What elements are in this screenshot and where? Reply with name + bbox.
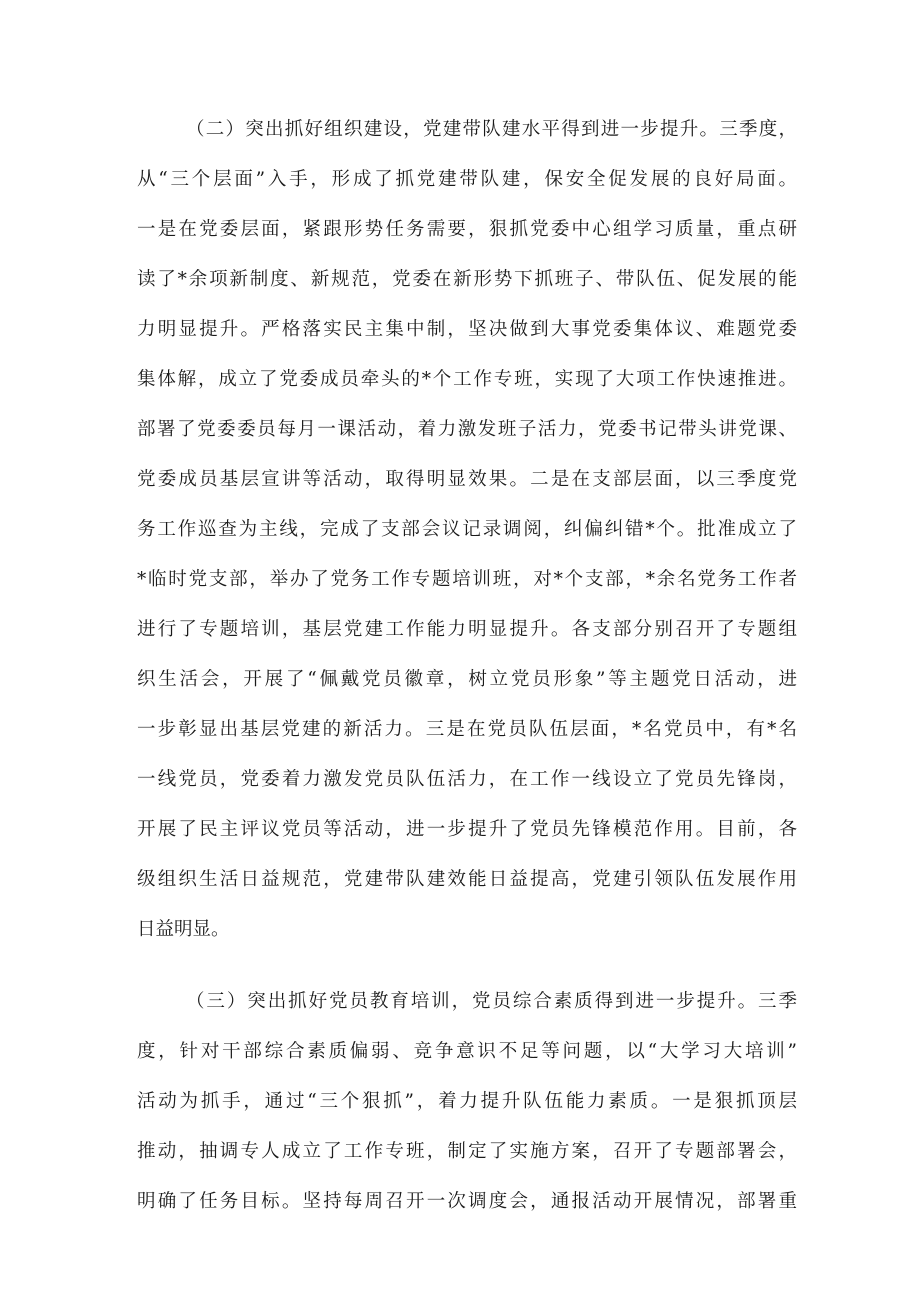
text-line: 党委成员基层宣讲等活动，取得明显效果。二是在支部层面，以三季度党 xyxy=(137,469,797,490)
text-line: 从“三个层面”入手，形成了抓党建带队建，保安全促发展的良好局面。 xyxy=(137,169,797,190)
text-line: 一是在党委层面，紧跟形势任务需要，狠抓党委中心组学习质量，重点研 xyxy=(137,219,797,240)
text-line: （三）突出抓好党员教育培训，党员综合素质得到进一步提升。三季 xyxy=(186,991,797,1012)
text-line: 度，针对干部综合素质偏弱、竞争意识不足等问题，以“大学习大培训” xyxy=(137,1041,797,1062)
text-line: 读了*余项新制度、新规范，党委在新形势下抓班子、带队伍、促发展的能 xyxy=(137,269,797,290)
text-line: 织生活会，开展了“佩戴党员徽章，树立党员形象”等主题党日活动，进 xyxy=(137,669,797,690)
text-line: 力明显提升。严格落实民主集中制，坚决做到大事党委集体议、难题党委 xyxy=(137,319,797,340)
text-line: 开展了民主评议党员等活动，进一步提升了党员先锋模范作用。目前，各 xyxy=(137,819,797,840)
text-line: 日益明显。 xyxy=(137,919,230,940)
text-line: *临时党支部，举办了党务工作专题培训班，对*个支部，*余名党务工作者 xyxy=(137,569,797,590)
text-line: 推动，抽调专人成立了工作专班，制定了实施方案，召开了专题部署会， xyxy=(137,1141,797,1162)
text-line: 一步彰显出基层党建的新活力。三是在党员队伍层面，*名党员中，有*名 xyxy=(137,719,797,740)
text-line: 活动为抓手，通过“三个狠抓”，着力提升队伍能力素质。一是狠抓顶层 xyxy=(137,1091,797,1112)
text-line: 务工作巡查为主线，完成了支部会议记录调阅，纠偏纠错*个。批准成立了 xyxy=(137,519,797,540)
text-line: 集体解，成立了党委成员牵头的*个工作专班，实现了大项工作快速推进。 xyxy=(137,369,797,390)
text-line: 级组织生活日益规范，党建带队建效能日益提高，党建引领队伍发展作用 xyxy=(137,869,797,890)
text-line: 一线党员，党委着力激发党员队伍活力，在工作一线设立了党员先锋岗， xyxy=(137,769,797,790)
text-line: （二）突出抓好组织建设，党建带队建水平得到进一步提升。三季度， xyxy=(186,119,797,140)
text-line: 部署了党委委员每月一课活动，着力激发班子活力，党委书记带头讲党课、 xyxy=(137,419,797,440)
text-line: 明确了任务目标。坚持每周召开一次调度会，通报活动开展情况，部署重 xyxy=(137,1191,797,1212)
text-line: 进行了专题培训，基层党建工作能力明显提升。各支部分别召开了专题组 xyxy=(137,619,797,640)
